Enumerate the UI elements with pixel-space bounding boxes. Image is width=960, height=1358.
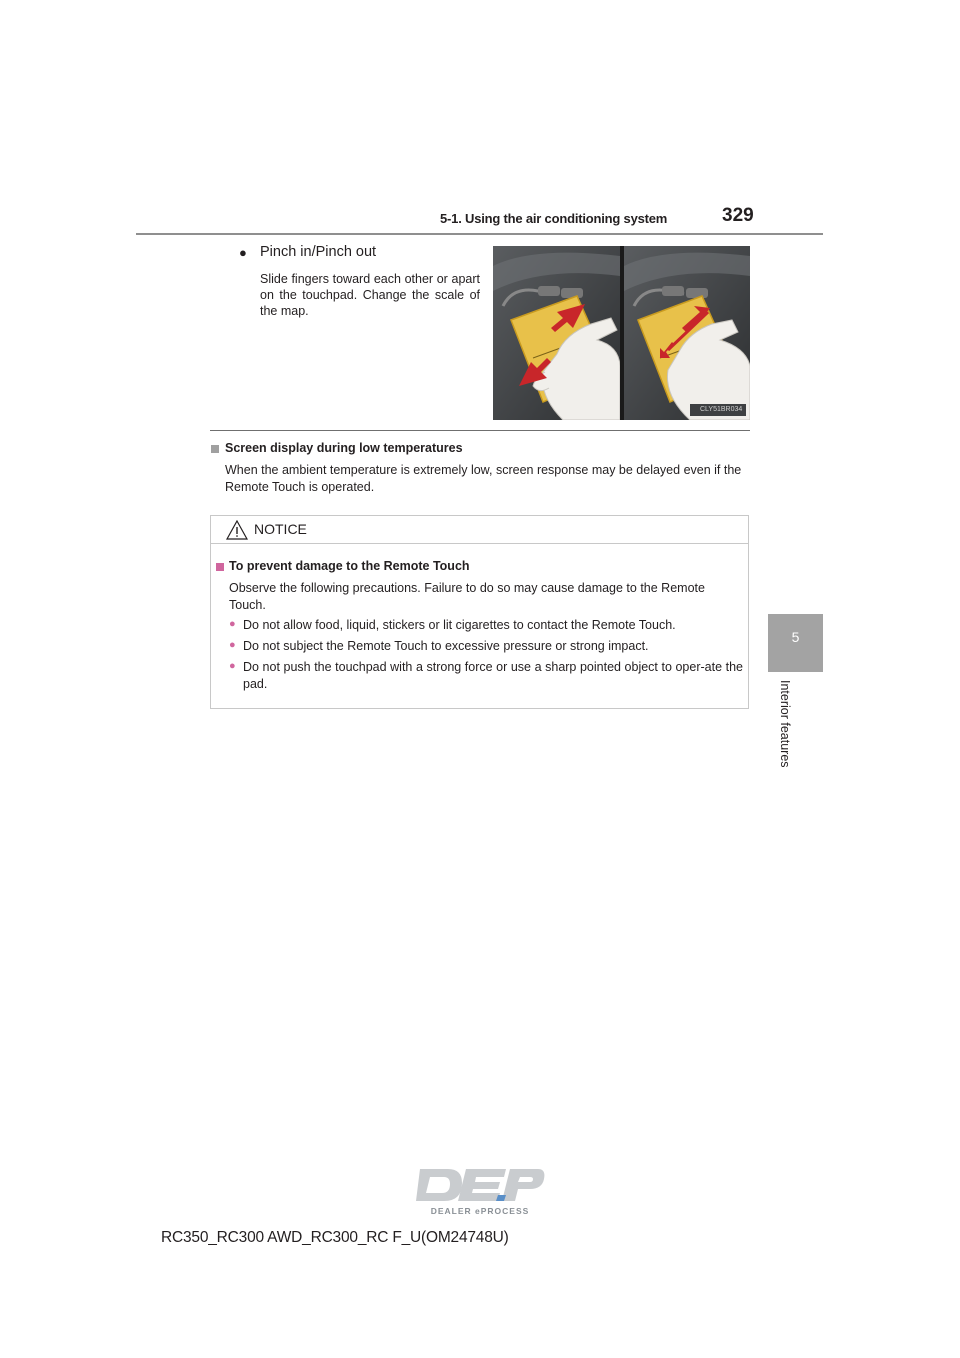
notice-item: Do not push the touchpad with a strong force or use a sharp pointed object to oper-ate the pad. xyxy=(243,660,743,691)
pinch-gesture-figure xyxy=(493,246,750,420)
notice-item: Do not subject the Remote Touch to excessive pressure or strong impact. xyxy=(243,639,649,653)
section-rule xyxy=(210,430,750,431)
pinch-description: Slide fingers toward each other or apart on the touchpad. Change the scale of the map. xyxy=(260,272,480,318)
notice-subtitle: To prevent damage to the Remote Touch xyxy=(229,559,470,573)
notice-item: Do not allow food, liquid, stickers or lit cigarettes to contact the Remote Touch. xyxy=(243,618,676,632)
square-bullet-icon xyxy=(211,445,219,453)
pinch-bullet-icon: ● xyxy=(239,245,247,260)
bullet-icon: ● xyxy=(229,660,236,672)
header-rule xyxy=(136,233,823,235)
page-number: 329 xyxy=(722,205,754,226)
notice-intro: Observe the following precautions. Failure to do so may cause damage to the Remote Touch. xyxy=(229,581,705,612)
chapter-label: Interior features xyxy=(778,680,792,768)
running-header-section: 5-1. Using the air conditioning system xyxy=(440,211,668,226)
pinch-title: Pinch in/Pinch out xyxy=(260,244,377,260)
bullet-icon: ● xyxy=(229,639,236,651)
notice-title: NOTICE xyxy=(254,521,307,537)
pinch-in-panel xyxy=(493,246,620,420)
footer-model-code: RC350_RC300 AWD_RC300_RC F_U(OM24748U) xyxy=(161,1229,509,1246)
low-temp-title: Screen display during low temperatures xyxy=(225,441,463,455)
figure-code: CLY51BR034 xyxy=(700,406,743,413)
bullet-icon: ● xyxy=(229,618,236,630)
square-bullet-icon xyxy=(216,563,224,571)
pinch-out-panel xyxy=(624,246,750,420)
warning-triangle-icon xyxy=(226,520,248,540)
notice-header-rule xyxy=(210,543,749,544)
dealer-eprocess-logo xyxy=(414,1165,546,1217)
chapter-number: 5 xyxy=(791,629,800,645)
logo-text: DEALER ePROCESS xyxy=(430,1206,530,1216)
low-temp-body: When the ambient temperature is extremely low, screen response may be delayed even if the Remote Touch is operated. xyxy=(225,463,742,494)
